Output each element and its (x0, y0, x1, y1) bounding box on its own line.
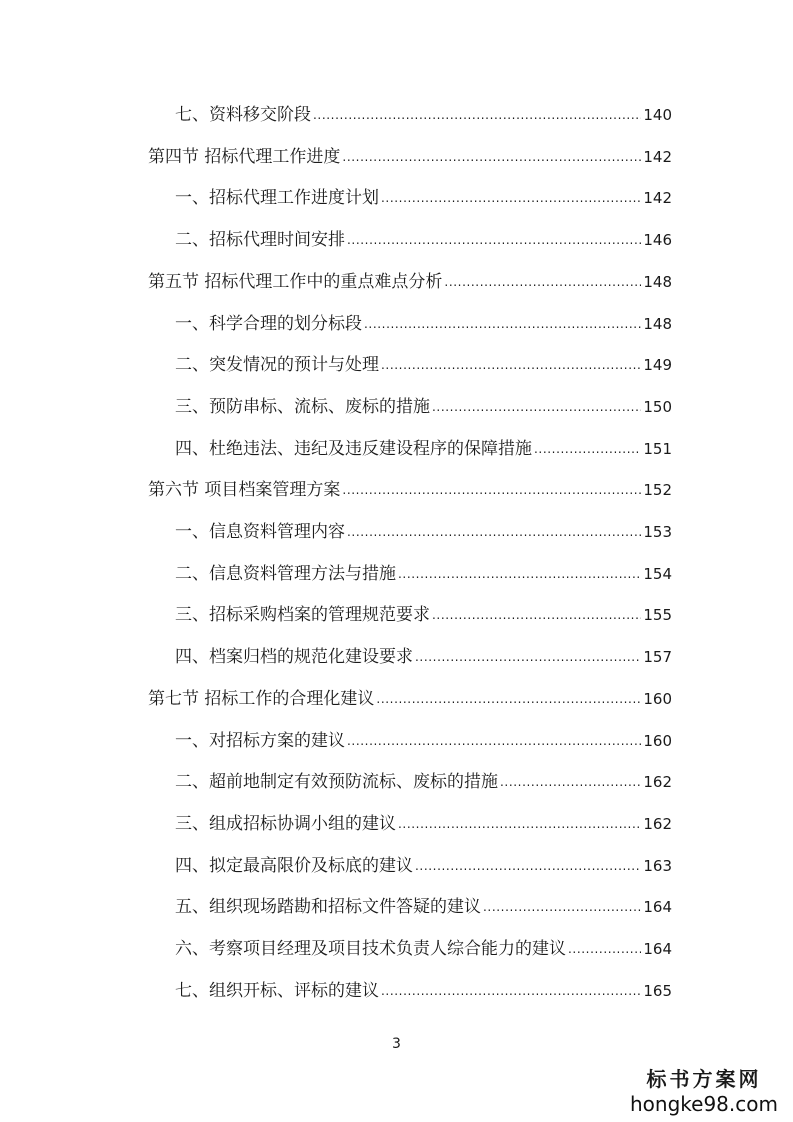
toc-entry[interactable] (148, 434, 672, 460)
toc-entry-title: 二、招标代理时间安排 (175, 230, 345, 250)
dot-leader (568, 938, 641, 960)
dot-leader (398, 813, 641, 835)
toc-entry[interactable] (148, 642, 672, 668)
toc-entry[interactable] (148, 225, 672, 251)
toc-entry-page: 162 (643, 773, 672, 791)
toc-entry-page: 154 (643, 565, 672, 583)
toc-entry-page: 160 (643, 732, 672, 750)
toc-entry[interactable] (148, 517, 672, 543)
dot-leader (381, 354, 641, 376)
toc-entry[interactable] (148, 475, 672, 501)
toc-entry-page: 164 (643, 940, 672, 958)
toc-entry[interactable] (148, 976, 672, 1002)
toc-entry-page: 146 (643, 231, 672, 249)
toc-entry-title: 三、预防串标、流标、废标的措施 (175, 397, 430, 417)
toc-entry-title: 一、科学合理的划分标段 (175, 314, 362, 334)
toc-entry-title: 二、突发情况的预计与处理 (175, 355, 379, 375)
toc-entry[interactable] (148, 767, 672, 793)
toc-entry-page: 148 (643, 315, 672, 333)
dot-leader (432, 604, 641, 626)
dot-leader (415, 646, 641, 668)
dot-leader (347, 730, 641, 752)
dot-leader (347, 521, 641, 543)
toc-entry-page: 164 (643, 898, 672, 916)
toc-entry-title: 第六节 项目档案管理方案 (148, 480, 341, 500)
toc-entry-title: 三、招标采购档案的管理规范要求 (175, 605, 430, 625)
toc-entry-title: 七、资料移交阶段 (175, 105, 311, 125)
toc-entry-title: 二、超前地制定有效预防流标、废标的措施 (175, 772, 498, 792)
toc-entry[interactable] (148, 309, 672, 335)
toc-entry-page: 165 (643, 982, 672, 1000)
toc-entry-page: 153 (643, 523, 672, 541)
toc-entry-page: 148 (643, 273, 672, 291)
dot-leader (313, 104, 641, 126)
dot-leader (342, 479, 641, 501)
toc-entry[interactable] (148, 934, 672, 960)
toc-entry[interactable] (148, 183, 672, 209)
dot-leader (432, 396, 641, 418)
site-watermark (629, 1066, 779, 1116)
toc-entry-page: 155 (643, 606, 672, 624)
toc-entry-page: 152 (643, 481, 672, 499)
toc-entry-page: 140 (643, 106, 672, 124)
toc-entry[interactable] (148, 392, 672, 418)
toc-entry-page: 149 (643, 356, 672, 374)
toc-entry[interactable] (148, 851, 672, 877)
dot-leader (376, 688, 641, 710)
toc-entry[interactable] (148, 726, 672, 752)
toc-entry-title: 四、杜绝违法、违纪及违反建设程序的保障措施 (175, 439, 532, 459)
toc-entry-title: 三、组成招标协调小组的建议 (175, 814, 396, 834)
toc-entry-title: 一、招标代理工作进度计划 (175, 188, 379, 208)
toc-entry-title: 四、拟定最高限价及标底的建议 (175, 856, 413, 876)
toc-entry[interactable] (148, 600, 672, 626)
toc-entry[interactable] (148, 809, 672, 835)
dot-leader (364, 313, 641, 335)
toc-entry-title: 第七节 招标工作的合理化建议 (148, 689, 375, 709)
dot-leader (534, 438, 641, 460)
toc-entry-title: 第四节 招标代理工作进度 (148, 147, 341, 167)
dot-leader (483, 896, 641, 918)
toc-entry-title: 一、对招标方案的建议 (175, 731, 345, 751)
toc-entry-page: 163 (643, 857, 672, 875)
toc-entry-page: 142 (643, 189, 672, 207)
toc-entry[interactable] (148, 142, 672, 168)
watermark-name: 标书方案网 (646, 1067, 762, 1091)
dot-leader (398, 563, 641, 585)
toc-entry[interactable] (148, 350, 672, 376)
toc-entry-title: 四、档案归档的规范化建设要求 (175, 647, 413, 667)
dot-leader (500, 771, 641, 793)
dot-leader (381, 187, 641, 209)
toc-entry-title: 二、信息资料管理方法与措施 (175, 564, 396, 584)
dot-leader (381, 980, 641, 1002)
toc-entry-page: 162 (643, 815, 672, 833)
toc-entry-page: 142 (643, 148, 672, 166)
toc-entry-title: 七、组织开标、评标的建议 (175, 981, 379, 1001)
watermark-url: hongke98.com (630, 1092, 778, 1116)
toc-entry-page: 151 (643, 440, 672, 458)
toc-entry-title: 一、信息资料管理内容 (175, 522, 345, 542)
toc-entry-title: 第五节 招标代理工作中的重点难点分析 (148, 272, 443, 292)
page-number: 3 (392, 1036, 401, 1052)
dot-leader (415, 855, 641, 877)
toc-entry[interactable] (148, 267, 672, 293)
toc-entry[interactable] (148, 559, 672, 585)
toc-entry[interactable] (148, 892, 672, 918)
dot-leader (347, 229, 641, 251)
toc-entry-page: 150 (643, 398, 672, 416)
dot-leader (444, 271, 641, 293)
toc-entry-page: 157 (643, 648, 672, 666)
toc-entry[interactable] (148, 684, 672, 710)
toc-entry-page: 160 (643, 690, 672, 708)
dot-leader (342, 146, 641, 168)
toc-entry-title: 六、考察项目经理及项目技术负责人综合能力的建议 (175, 939, 566, 959)
toc-entry[interactable] (148, 100, 672, 126)
toc-entry-title: 五、组织现场踏勘和招标文件答疑的建议 (175, 897, 481, 917)
